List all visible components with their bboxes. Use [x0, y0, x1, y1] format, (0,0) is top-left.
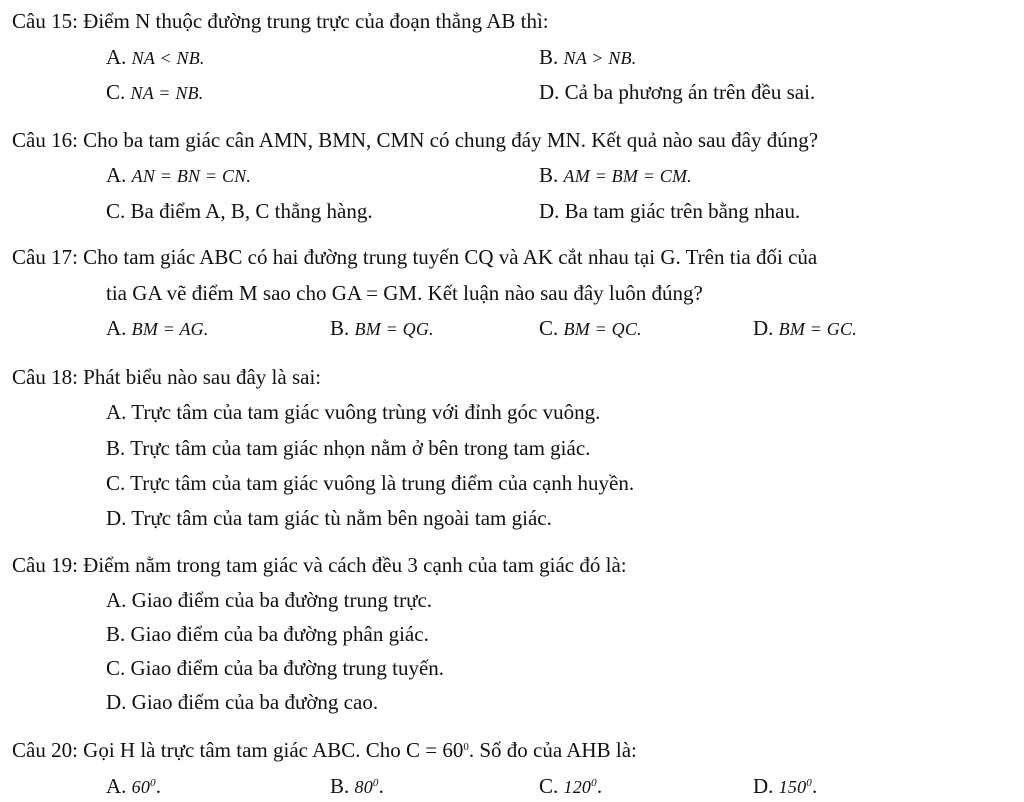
question-20 [12, 740, 637, 761]
q16-option-b[interactable]: B. AM = BM = CM. [539, 163, 692, 187]
q15-option-d[interactable]: D. Cả ba phương án trên đều sai. [539, 80, 816, 104]
question-19-label: Câu 19: [12, 553, 78, 577]
question-17 [12, 247, 817, 268]
question-20-stem: Gọi H là trực tâm tam giác ABC. Cho $C = 60^0$. Số đo của AHB là: [83, 738, 637, 762]
question-18-stem: Phát biểu nào sau đây là sai: [83, 365, 322, 389]
q16-option-a[interactable]: A. AN = BN = CN. [106, 163, 252, 187]
q16-option-c[interactable]: C. Ba điểm A, B, C thẳng hàng. [106, 199, 373, 223]
question-18-label: Câu 18: [12, 365, 78, 389]
q18-option-c[interactable]: C. Trực tâm của tam giác vuông là trung điểm của cạnh huyền. [106, 471, 635, 495]
question-17-stem-line2: tia GA vẽ điểm M sao cho GA = GM. Kết luận nào sau đây luôn đúng? [106, 281, 703, 305]
question-16-label: Câu 16: [12, 128, 78, 152]
q20-option-c[interactable]: C. $120^0$. [539, 774, 603, 798]
q20-option-b[interactable]: B. $80^0$. [330, 774, 384, 798]
question-15-stem: Điểm N thuộc đường trung trực của đoạn thẳng AB thì: [83, 9, 549, 33]
q16-option-d[interactable]: D. Ba tam giác trên bằng nhau. [539, 199, 801, 223]
q17-option-b[interactable]: B. BM = QG. [330, 316, 434, 340]
question-20-label: Câu 20: [12, 738, 78, 762]
q17-option-a[interactable]: A. BM = AG. [106, 316, 209, 340]
q20-option-d[interactable]: D. $150^0$. [753, 774, 818, 798]
question-19-stem: Điểm nằm trong tam giác và cách đều 3 cạnh của tam giác đó là: [83, 553, 627, 577]
q18-option-d[interactable]: D. Trực tâm của tam giác tù nằm bên ngoài tam giác. [106, 506, 552, 530]
q18-option-b[interactable]: B. Trực tâm của tam giác nhọn nằm ở bên trong tam giác. [106, 436, 591, 460]
q17-option-c[interactable]: C. BM = QC. [539, 316, 642, 340]
q15-option-a[interactable]: A. NA < NB. [106, 45, 205, 69]
question-16 [12, 130, 818, 151]
q19-option-a[interactable]: A. Giao điểm của ba đường trung trực. [106, 588, 433, 612]
q20-option-a[interactable]: A. $60^0$. [106, 774, 162, 798]
q19-option-c[interactable]: C. Giao điểm của ba đường trung tuyến. [106, 656, 445, 680]
q15-option-b[interactable]: B. NA > NB. [539, 45, 637, 69]
question-19 [12, 555, 627, 576]
q19-option-d[interactable]: D. Giao điểm của ba đường cao. [106, 690, 379, 714]
q19-option-b[interactable]: B. Giao điểm của ba đường phân giác. [106, 622, 429, 646]
q18-option-a[interactable]: A. Trực tâm của tam giác vuông trùng với đỉnh góc vuông. [106, 400, 601, 424]
question-17-stem-line1: Cho tam giác ABC có hai đường trung tuyến CQ và AK cắt nhau tại G. Trên tia đối của [83, 245, 818, 269]
question-15-label: Câu 15: [12, 9, 78, 33]
q15-option-c[interactable]: C. NA = NB. [106, 80, 204, 104]
q17-option-d[interactable]: D. BM = GC. [753, 316, 857, 340]
question-18 [12, 367, 321, 388]
question-17-label: Câu 17: [12, 245, 78, 269]
question-15 [12, 11, 549, 32]
question-16-stem: Cho ba tam giác cân AMN, BMN, CMN có chung đáy MN. Kết quả nào sau đây đúng? [83, 128, 819, 152]
